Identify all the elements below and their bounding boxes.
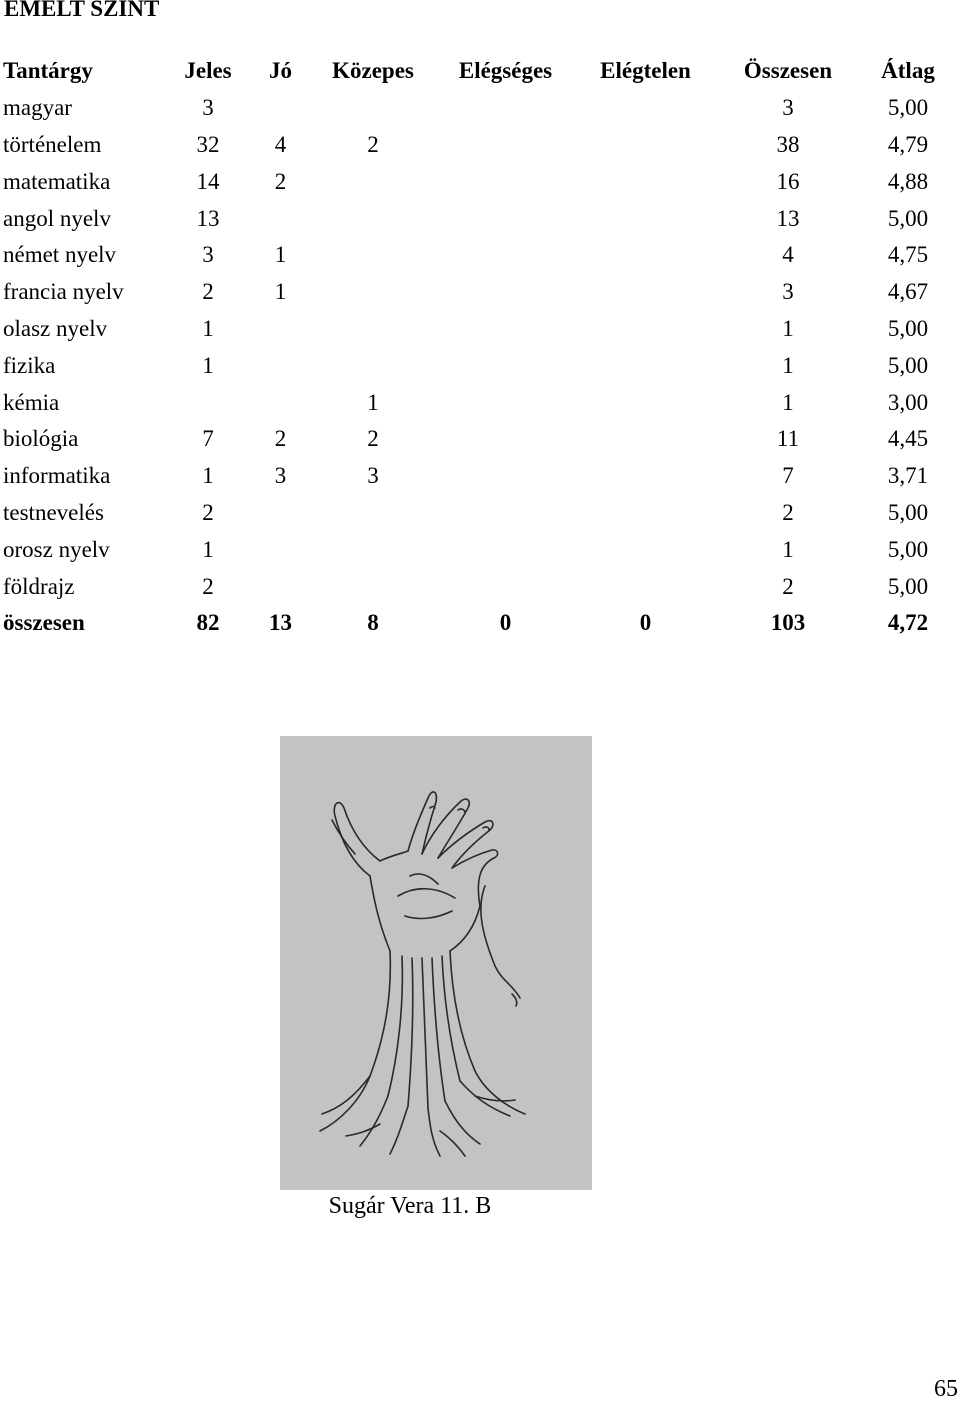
table-row [0, 531, 948, 568]
value-cell: 1 [782, 389, 794, 415]
value-cell: 4,67 [887, 279, 929, 305]
value-cell [428, 90, 583, 127]
page-number: 65 [934, 1376, 958, 1402]
value-cell [583, 458, 708, 495]
total-row [0, 605, 948, 642]
value-cell [428, 384, 583, 421]
subject-cell: informatika [3, 463, 111, 489]
value-cell [428, 495, 583, 532]
column-header: Közepes [332, 58, 414, 84]
value-cell [243, 568, 318, 605]
value-cell [583, 311, 708, 348]
value-cell: 5,00 [887, 205, 929, 231]
table-row [0, 347, 948, 384]
value-cell: 1 [202, 352, 214, 378]
table-row [0, 458, 948, 495]
value-cell: 3 [202, 95, 214, 121]
value-cell [583, 495, 708, 532]
value-cell: 1 [367, 389, 379, 415]
value-cell: 3 [274, 463, 287, 489]
table-row [0, 90, 948, 127]
value-cell [318, 163, 428, 200]
value-cell [583, 237, 708, 274]
subject-cell: összesen [3, 610, 85, 636]
value-cell [318, 90, 428, 127]
subject-cell: orosz nyelv [3, 536, 110, 562]
table-row [0, 163, 948, 200]
hand-tree-icon [280, 736, 592, 1190]
hand-tree-drawing [280, 736, 592, 1190]
value-cell [428, 200, 583, 237]
value-cell [243, 384, 318, 421]
value-cell [318, 311, 428, 348]
value-cell [318, 200, 428, 237]
value-cell: 1 [782, 315, 794, 341]
value-cell: 7 [782, 463, 794, 489]
value-cell: 5,00 [887, 315, 929, 341]
value-cell: 7 [202, 426, 214, 452]
value-cell [428, 421, 583, 458]
value-cell [583, 568, 708, 605]
section-heading: EMELT SZINT [4, 0, 160, 21]
value-cell [428, 127, 583, 164]
value-cell: 0 [499, 610, 512, 636]
subject-cell: fizika [3, 352, 56, 378]
table-row [0, 127, 948, 164]
subject-cell: testnevelés [3, 499, 104, 525]
column-header: Összesen [743, 58, 833, 84]
subject-cell: német nyelv [3, 242, 117, 268]
grades-table [0, 53, 948, 642]
value-cell: 1 [202, 536, 214, 562]
value-cell [318, 495, 428, 532]
column-header: Jeles [184, 58, 232, 84]
column-header: Tantárgy [3, 58, 93, 84]
value-cell: 0 [639, 610, 652, 636]
value-cell: 2 [274, 426, 287, 452]
value-cell: 3 [202, 242, 214, 268]
value-cell [428, 531, 583, 568]
table-row [0, 568, 948, 605]
value-cell: 11 [776, 426, 800, 452]
table-row [0, 384, 948, 421]
column-header: Elégtelen [600, 58, 691, 84]
value-cell: 4 [274, 131, 287, 157]
value-cell [243, 311, 318, 348]
value-cell [318, 347, 428, 384]
column-header: Átlag [881, 58, 935, 84]
value-cell: 2 [274, 168, 287, 194]
value-cell: 2 [782, 573, 794, 599]
value-cell [583, 274, 708, 311]
value-cell: 3 [782, 95, 794, 121]
value-cell: 3,00 [887, 389, 929, 415]
value-cell [428, 458, 583, 495]
drawing-caption: Sugár Vera 11. B [328, 1193, 492, 1219]
value-cell [583, 384, 708, 421]
value-cell: 4,88 [887, 168, 929, 194]
value-cell: 1 [274, 242, 287, 268]
value-cell [428, 347, 583, 384]
table-row [0, 237, 948, 274]
value-cell [428, 568, 583, 605]
value-cell: 1 [202, 315, 214, 341]
value-cell: 4,75 [887, 242, 929, 268]
value-cell [583, 200, 708, 237]
value-cell [583, 90, 708, 127]
value-cell: 13 [776, 205, 800, 231]
value-cell: 13 [196, 205, 220, 231]
value-cell [428, 163, 583, 200]
value-cell [318, 531, 428, 568]
value-cell: 5,00 [887, 352, 929, 378]
value-cell: 8 [367, 610, 379, 636]
subject-cell: francia nyelv [3, 279, 124, 305]
value-cell [173, 384, 243, 421]
value-cell: 2 [202, 573, 214, 599]
table-row [0, 274, 948, 311]
value-cell: 5,00 [887, 573, 929, 599]
value-cell: 103 [770, 610, 806, 636]
value-cell: 4,72 [887, 610, 929, 636]
column-header: Jó [269, 58, 292, 84]
subject-cell: matematika [3, 168, 111, 194]
value-cell [318, 237, 428, 274]
subject-cell: biológia [3, 426, 79, 452]
table-row [0, 311, 948, 348]
value-cell [583, 421, 708, 458]
value-cell: 38 [776, 131, 800, 157]
subject-cell: földrajz [3, 573, 75, 599]
subject-cell: magyar [3, 95, 72, 121]
column-header: Elégséges [458, 58, 553, 84]
value-cell: 82 [196, 610, 220, 636]
value-cell: 2 [202, 499, 214, 525]
value-cell: 4 [782, 242, 794, 268]
value-cell: 3 [782, 279, 794, 305]
value-cell [583, 163, 708, 200]
subject-cell: olasz nyelv [3, 315, 108, 341]
value-cell: 2 [782, 499, 794, 525]
table-row [0, 421, 948, 458]
value-cell [243, 200, 318, 237]
value-cell [583, 347, 708, 384]
value-cell [243, 495, 318, 532]
value-cell: 14 [196, 168, 220, 194]
value-cell: 1 [202, 463, 214, 489]
subject-cell: kémia [3, 389, 60, 415]
value-cell: 5,00 [887, 536, 929, 562]
value-cell [243, 90, 318, 127]
value-cell [428, 237, 583, 274]
value-cell: 1 [782, 536, 794, 562]
value-cell [428, 311, 583, 348]
value-cell [243, 347, 318, 384]
value-cell: 3 [367, 463, 379, 489]
value-cell: 2 [202, 279, 214, 305]
value-cell: 1 [274, 279, 287, 305]
value-cell: 2 [367, 131, 379, 157]
value-cell: 16 [776, 168, 800, 194]
table-row [0, 495, 948, 532]
value-cell: 4,79 [887, 131, 929, 157]
value-cell: 3,71 [887, 463, 929, 489]
value-cell: 5,00 [887, 499, 929, 525]
value-cell [583, 531, 708, 568]
value-cell [318, 274, 428, 311]
table-header-row [0, 53, 948, 90]
value-cell: 32 [196, 131, 220, 157]
value-cell: 5,00 [887, 95, 929, 121]
value-cell [583, 127, 708, 164]
value-cell: 4,45 [887, 426, 929, 452]
value-cell: 13 [269, 610, 292, 636]
table-row [0, 200, 948, 237]
value-cell [318, 568, 428, 605]
value-cell: 1 [782, 352, 794, 378]
value-cell [428, 274, 583, 311]
value-cell: 2 [367, 426, 379, 452]
value-cell [243, 531, 318, 568]
subject-cell: angol nyelv [3, 205, 111, 231]
subject-cell: történelem [3, 131, 102, 157]
